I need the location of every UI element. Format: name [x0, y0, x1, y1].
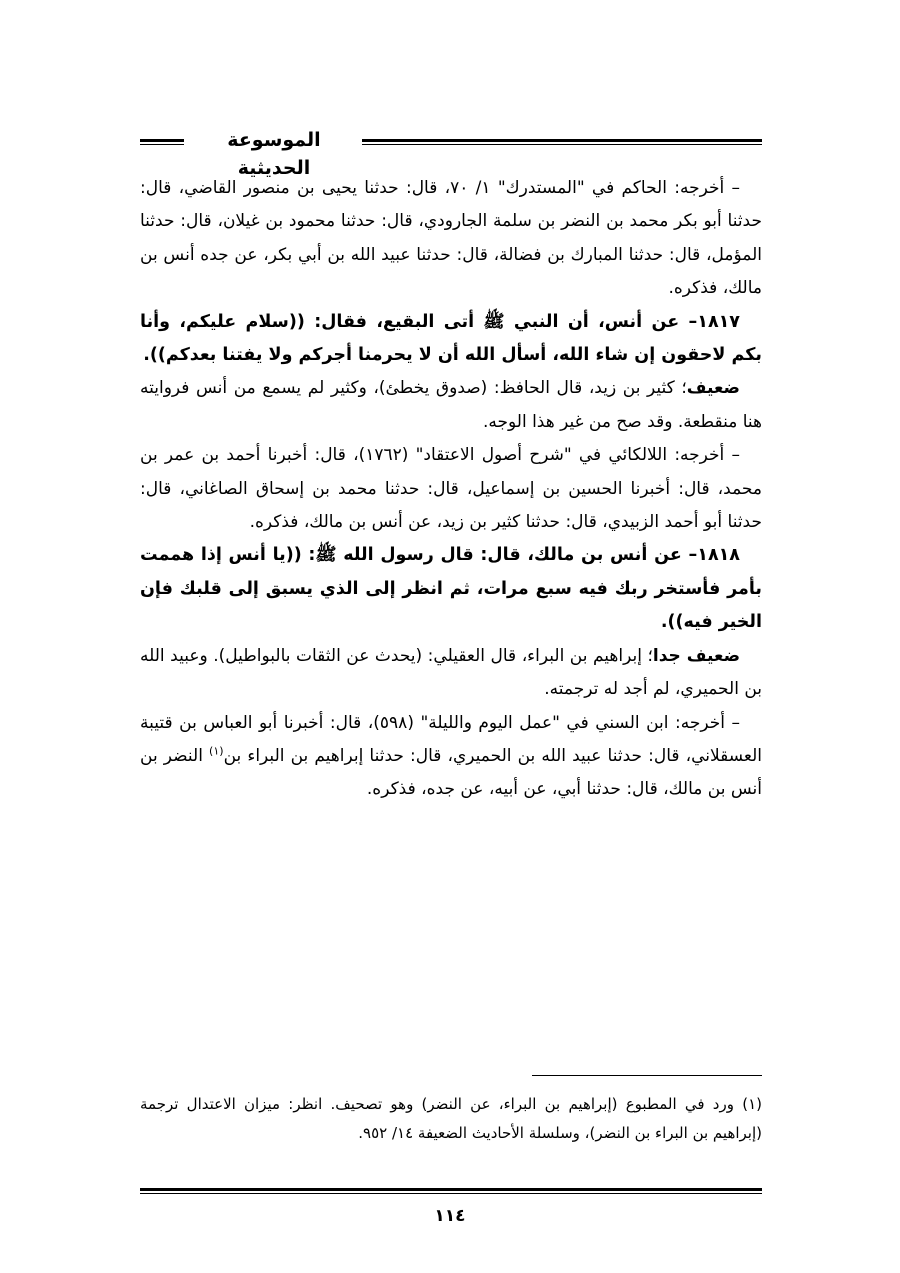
grading-label: ضعيف: [686, 378, 740, 399]
takhrij-paragraph-2: – أخرجه: اللالكائي في "شرح أصول الاعتقاد" (١٧٦٢)، قال: أخبرنا أحمد بن عمر بن محمد، قال: أخبرنا الحسين بن إسماعيل، قال: حدثنا محمد بن إسحاق الصاغاني، قال: حدثنا أبو أحمد الزبيدي، قال: حدثنا كثير بن زيد، عن أنس بن مالك، فذكره.: [140, 445, 762, 533]
hadith-1818: ١٨١٨– عن أنس بن مالك، قال: قال رسول الله ﷺ: ((يا أنس إذا هممت بأمر فأستخر ربك فيه سبع مرات، ثم انظر إلى الذي يسبق إلى قلبك فإن الخير فيه)).: [140, 545, 762, 633]
footnote: [140, 1090, 762, 1148]
grading-paragraph-2: [140, 640, 762, 707]
running-header: [140, 126, 762, 179]
grading-text-1: ضعيف؛ كثير بن زيد، قال الحافظ: (صدوق يخطئ)، وكثير لم يسمع من أنس فروايته هنا منقطعة. وقد صح من غير هذا الوجه.: [140, 378, 762, 432]
bottom-rule: [140, 1188, 762, 1194]
footnote-reference: (١): [209, 744, 224, 758]
takhrij-paragraph-3: [140, 707, 762, 807]
footnote-separator: [532, 1075, 762, 1076]
takhrij-text-3a: – أخرجه: ابن السني في "عمل اليوم والليلة" (٥٩٨)، قال: أخبرنا أبو العباس بن قتيبة العسقلاني، قال: حدثنا عبيد الله بن الحميري، قال: حدثنا إبراهيم بن البراء بن: [140, 712, 763, 766]
grading-paragraph-1: [140, 372, 762, 439]
header-rule-left: [140, 139, 184, 145]
takhrij-text-3b: النضر بن أنس بن مالك، قال: حدثنا أبي، عن أبيه، عن جده، فذكره.: [140, 745, 762, 800]
footnote-text: ورد في المطبوع (إبراهيم بن البراء، عن النضر) وهو تصحيف. انظر: ميزان الاعتدال ترجمة (إبراهيم بن البراء بن النضر)، وسلسلة الأحاديث الضعيفة ١٤/ ٩٥٢.: [140, 1095, 762, 1142]
takhrij-paragraph-1: – أخرجه: الحاكم في "المستدرك" ١/ ٧٠، قال: حدثنا يحيى بن منصور القاضي، قال: حدثنا أبو بكر محمد بن النضر بن سلمة الجارودي، قال: حدثنا محمود بن غيلان، قال: حدثنا المؤمل، قال: حدثنا المبارك بن فضالة، قال: حدثنا عبيد الله بن أبي بكر، عن جده أنس بن مالك، فذكره.: [140, 178, 762, 299]
page-body: [140, 172, 762, 807]
grading-label: ضعيف جدا: [652, 645, 741, 666]
footnote-marker: (١): [742, 1095, 762, 1113]
page-number: ١١٤: [434, 1206, 466, 1226]
header-title: الموسوعة الحديثية: [227, 129, 321, 179]
footnote-paragraph: [140, 1090, 762, 1148]
hadith-1817: ١٨١٧– عن أنس، أن النبي ﷺ أتى البقيع، فقال: ((سلام عليكم، وأنا بكم لاحقون إن شاء الله، أسأل الله أن لا يحرمنا أجركم ولا يفتنا بعدكم)).: [140, 311, 762, 366]
grading-text-2: ضعيف جدا؛ إبراهيم بن البراء، قال العقيلي: (يحدث عن الثقات بالبواطيل). وعبيد الله بن الحميري، لم أجد له ترجمته.: [140, 645, 762, 700]
header-rule-right: [362, 139, 762, 145]
